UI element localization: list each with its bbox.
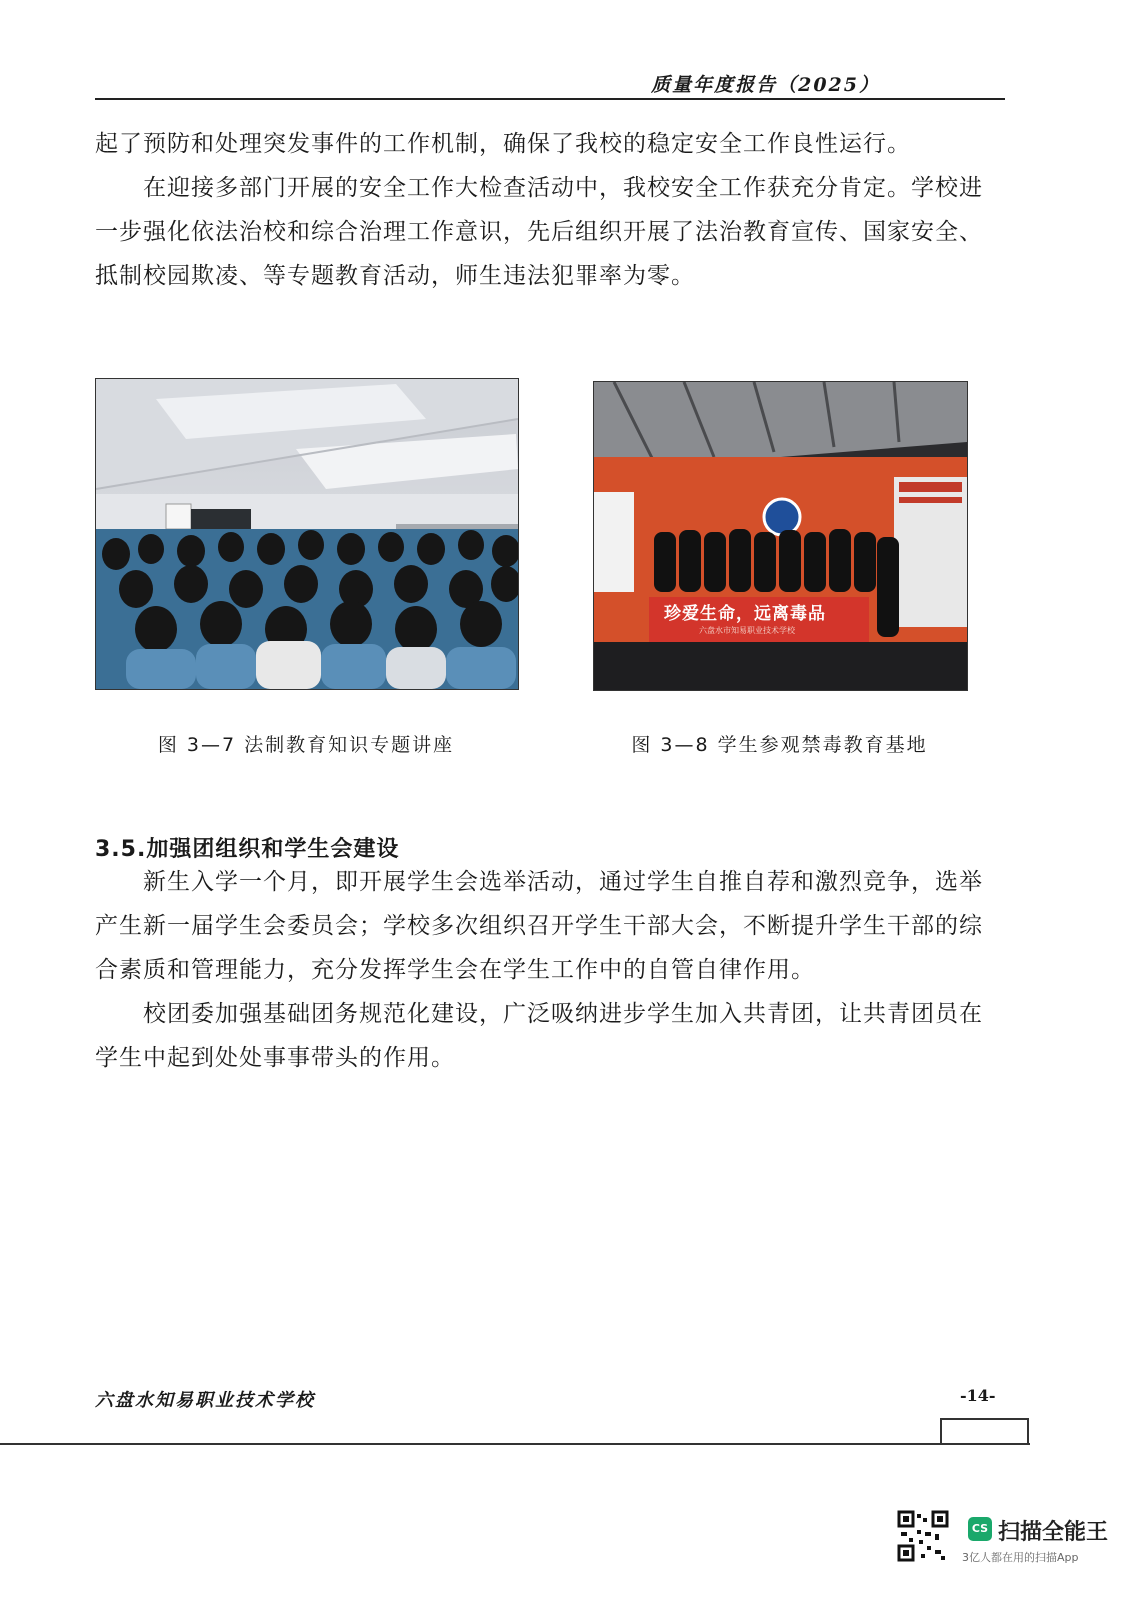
watermark-tagline: 3亿人都在用的扫描App <box>962 1551 1079 1564</box>
section-heading: 3.5.加强团组织和学生会建设 <box>95 837 400 862</box>
camscanner-logo-icon: CS <box>968 1517 992 1541</box>
paragraph-safety-inspection: 在迎接多部门开展的安全工作大检查活动中，我校安全工作获充分肯定。学校进一步强化依法治校和综合治理工作意识，先后组织开展了法治教育宣传、国家安全、抵制校园欺凌、等专题教育活动，师生违法犯罪率为零。 <box>95 175 983 289</box>
paragraph-youth-league: 校团委加强基础团务规范化建设，广泛吸纳进步学生加入共青团，让共青团员在学生中起到处处事事带头的作用。 <box>95 1001 983 1071</box>
figure-caption-3-7: 图 3—7 法制教育知识专题讲座 <box>157 734 455 756</box>
lecture-hall-photo <box>95 378 519 690</box>
report-header-title: 质量年度报告（2025） <box>651 74 880 96</box>
paragraph-continuation: 起了预防和处理突发事件的工作机制，确保了我校的稳定安全工作良性运行。 <box>95 131 911 157</box>
footer-corner-box <box>940 1418 1029 1445</box>
watermark-app-name: 扫描全能王 <box>998 1520 1109 1545</box>
header-rule <box>95 98 1005 100</box>
footer-school-name: 六盘水知易职业技术学校 <box>95 1390 315 1411</box>
anti-drug-banner-subtext: 六盘水市知易职业技术学校 <box>699 626 795 635</box>
anti-drug-base-photo <box>593 381 968 691</box>
figure-caption-3-8: 图 3—8 学生参观禁毒教育基地 <box>631 734 928 756</box>
qr-code-icon <box>897 1510 949 1562</box>
anti-drug-banner-text: 珍爱生命，远离毒品 <box>664 604 826 624</box>
page-number: -14- <box>960 1386 996 1405</box>
footer-rule <box>0 1443 1030 1445</box>
paragraph-student-union: 新生入学一个月，即开展学生会选举活动，通过学生自推自荐和激烈竞争，选举产生新一届学生会委员会；学校多次组织召开学生干部大会，不断提升学生干部的综合素质和管理能力，充分发挥学生会在学生工作中的自管自律作用。 <box>95 869 983 983</box>
